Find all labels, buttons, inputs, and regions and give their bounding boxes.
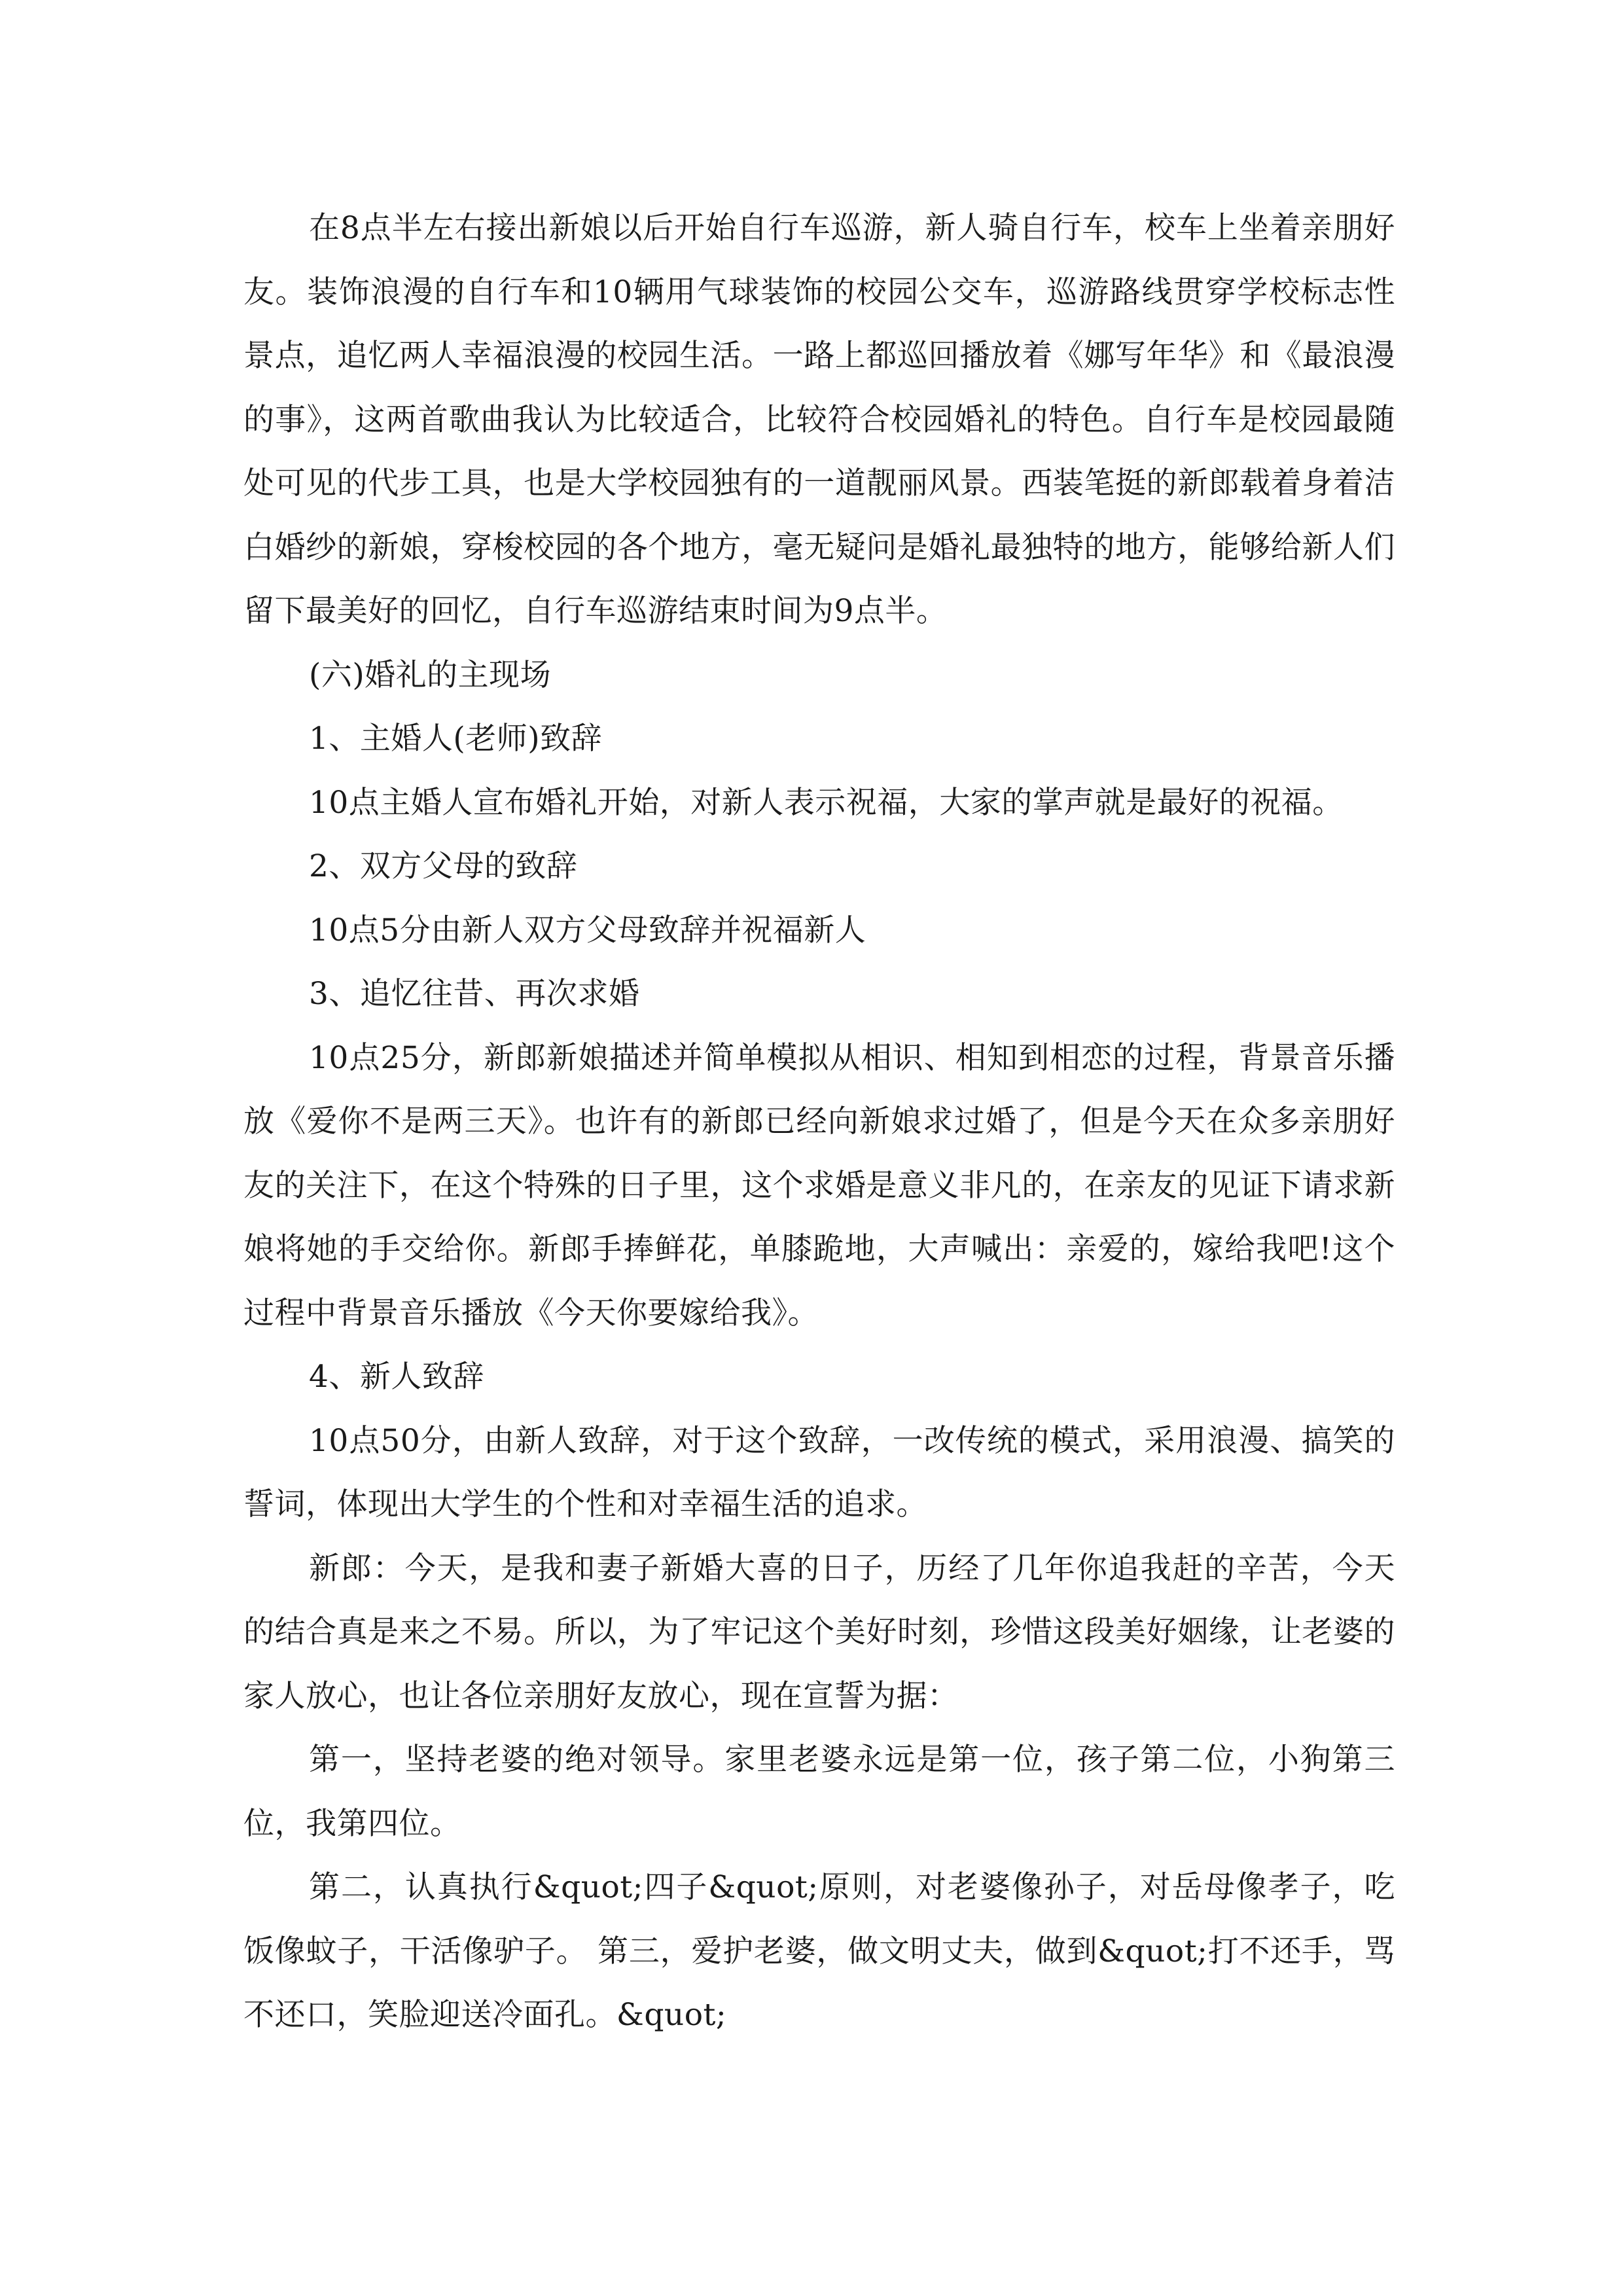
item-heading-couple-speech: 4、新人致辞 (309, 1359, 484, 1395)
item-heading-proposal: 3、追忆往昔、再次求婚 (309, 976, 640, 1012)
section-heading-main-venue: (六)婚礼的主现场 (309, 656, 552, 693)
paragraph-officiant-speech: 10点主婚人宣布婚礼开始，对新人表示祝福，大家的掌声就是最好的祝福。 (309, 784, 1344, 821)
document-body (243, 196, 1395, 2047)
paragraph-bicycle-parade: 在8点半左右接出新娘以后开始自行车巡游，新人骑自行车，校车上坐着亲朋好友。装饰浪漫的自行车和10辆用气球装饰的校园公交车，巡游路线贯穿学校标志性景点，追忆两人幸福浪漫的校园生活。一路上都巡回播放着《娜写年华》和《最浪漫的事》，这两首歌曲我认为比较适合，比较符合校园婚礼的特色。自行车是校园最随处可见的代步工具，也是大学校园独有的一道靓丽风景。西装笔挺的新郎载着身着洁白婚纱的新娘，穿梭校园的各个地方，毫无疑问是婚礼最独特的地方，能够给新人们留下最美好的回忆，自行车巡游结束时间为9点半。 (243, 210, 1395, 629)
paragraph-groom-vow: 新郎：今天，是我和妻子新婚大喜的日子，历经了几年你追我赶的辛苦，今天的结合真是来之不易。所以，为了牢记这个美好时刻，珍惜这段美好姻缘，让老婆的家人放心，也让各位亲朋好友放心，现在宣誓为据： (243, 1550, 1395, 1714)
paragraph-proposal: 10点25分，新郎新娘描述并简单模拟从相识、相知到相恋的过程，背景音乐播放《爱你不是两三天》。也许有的新郎已经向新娘求过婚了，但是今天在众多亲朋好友的关注下，在这个特殊的日子里，这个求婚是意义非凡的，在亲友的见证下请求新娘将她的手交给你。新郎手捧鲜花，单膝跪地，大声喊出：亲爱的，嫁给我吧!这个过程中背景音乐播放《今天你要嫁给我》。 (243, 1039, 1395, 1331)
paragraph-vow-second-third: 第二，认真执行&quot;四子&quot;原则，对老婆像孙子，对岳母像孝子，吃饭像蚊子，干活像驴子。 第三，爱护老婆，做文明丈夫，做到&quot;打不还手，骂不还口，笑脸迎送冷面孔。&quot; (243, 1869, 1395, 2033)
paragraph-parents-speech: 10点5分由新人双方父母致辞并祝福新人 (309, 912, 866, 948)
paragraph-couple-speech: 10点50分，由新人致辞，对于这个致辞，一改传统的模式，采用浪漫、搞笑的誓词，体现出大学生的个性和对幸福生活的追求。 (243, 1422, 1395, 1522)
item-heading-officiant-speech: 1、主婚人(老师)致辞 (309, 721, 603, 757)
paragraph-vow-first: 第一，坚持老婆的绝对领导。家里老婆永远是第一位，孩子第二位，小狗第三位，我第四位。 (243, 1742, 1395, 1842)
item-heading-parents-speech: 2、双方父母的致辞 (309, 848, 578, 884)
